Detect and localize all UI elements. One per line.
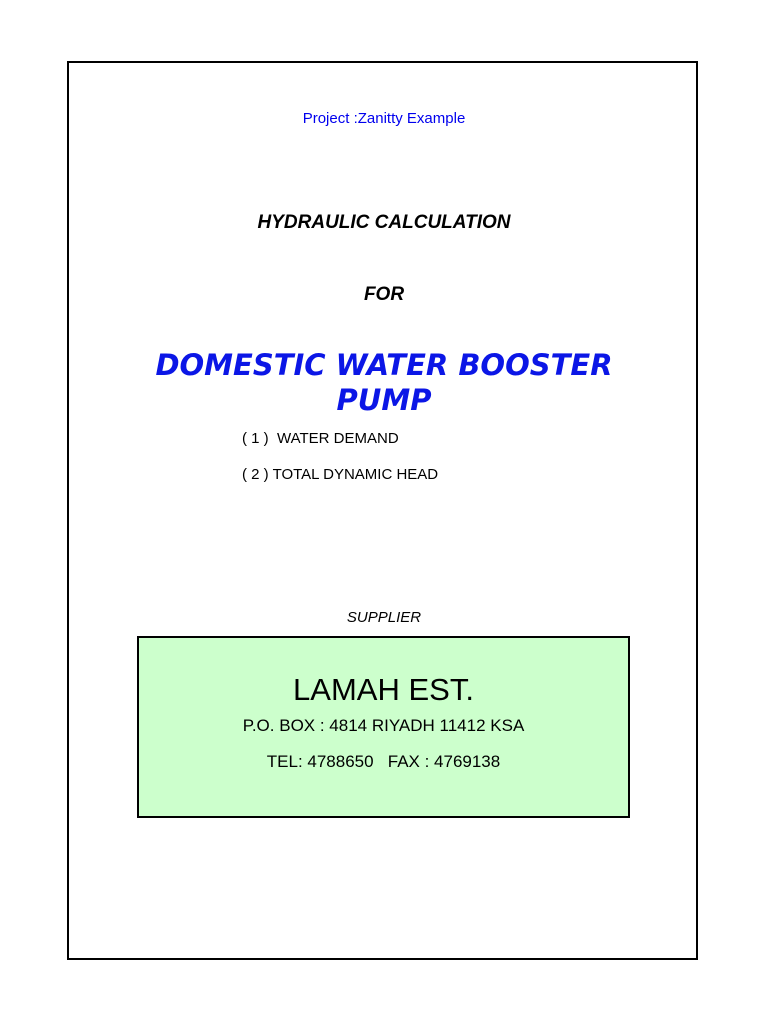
supplier-contact: TEL: 4788650 FAX : 4769138: [266, 752, 501, 771]
for-label: FOR: [363, 284, 405, 305]
page-frame: [67, 61, 698, 960]
supplier-label: SUPPLIER: [346, 609, 422, 626]
supplier-address: P.O. BOX : 4814 RIYADH 11412 KSA: [242, 716, 525, 735]
supplier-name: LAMAH EST.: [293, 672, 474, 707]
scope-item-total-dynamic-head: ( 2 ) TOTAL DYNAMIC HEAD: [242, 466, 439, 483]
supplier-box: [137, 636, 630, 818]
calculation-heading: HYDRAULIC CALCULATION: [257, 212, 511, 233]
project-line: Project :Zanitty Example: [302, 110, 466, 127]
main-title: DOMESTIC WATER BOOSTER PUMP: [155, 348, 613, 417]
scope-item-water-demand: ( 1 ) WATER DEMAND: [242, 430, 399, 447]
